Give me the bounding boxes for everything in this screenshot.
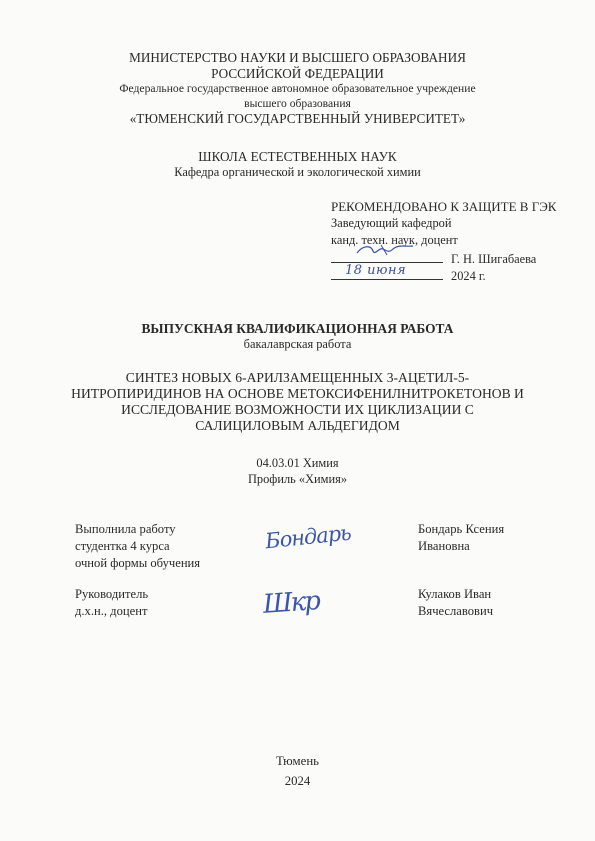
student-label-line-1: Выполнила работу (75, 522, 176, 536)
date-year: 2024 г. (451, 269, 486, 283)
specialty-profile: Профиль «Химия» (247, 472, 348, 486)
recommendation-block (331, 198, 571, 283)
supervisor-label-line-1: Руководитель (75, 587, 149, 601)
recommendation-title: РЕКОМЕНДОВАНО К ЗАЩИТЕ В ГЭК (331, 199, 557, 214)
head-signature (353, 241, 423, 261)
specialty-block (0, 455, 595, 487)
specialty-code: 04.03.01 Химия (256, 456, 339, 470)
supervisor-name-line-2: Вячеславович (418, 604, 494, 618)
student-label-line-2: студентка 4 курса (75, 539, 170, 553)
work-type: ВЫПУСКНАЯ КВАЛИФИКАЦИОННАЯ РАБОТА (141, 321, 454, 336)
department-name: Кафедра органической и экологической химии (174, 165, 421, 179)
thesis-title-line-2: НИТРОПИРИДИНОВ НА ОСНОВЕ МЕТОКСИФЕНИЛНИТРОКЕТОНОВ И (71, 386, 524, 401)
footer-year: 2024 (284, 774, 311, 788)
ministry-line-1: МИНИСТЕРСТВО НАУКИ И ВЫСШЕГО ОБРАЗОВАНИЯ (129, 50, 466, 65)
thesis-title-line-3: ИССЛЕДОВАНИЕ ВОЗМОЖНОСТИ ИХ ЦИКЛИЗАЦИИ С (121, 402, 474, 417)
student-label-line-3: очной формы обучения (75, 556, 201, 570)
head-signature-underline (331, 249, 443, 263)
thesis-title-line-1: СИНТЕЗ НОВЫХ 6-АРИЛЗАМЕЩЕННЫХ 3-АЦЕТИЛ-5- (125, 370, 470, 385)
supervisor-signature: Шкр (262, 586, 320, 620)
student-name (418, 521, 504, 555)
thesis-title-line-4: САЛИЦИЛОВЫМ АЛЬДЕГИДОМ (195, 418, 400, 433)
school-name: ШКОЛА ЕСТЕСТВЕННЫХ НАУК (198, 149, 397, 164)
footer-block (0, 751, 595, 791)
supervisor-label-line-2: д.х.н., доцент (75, 604, 148, 618)
head-name: Г. Н. Шигабаева (451, 252, 537, 266)
institution-level: высшего образования (244, 96, 351, 110)
ministry-line-2: РОССИЙСКОЙ ФЕДЕРАЦИИ (211, 66, 384, 81)
student-signature: Бондарь (263, 520, 352, 554)
work-subtype: бакалаврская работа (243, 337, 352, 351)
work-type-block (0, 320, 595, 352)
supervisor-name (418, 586, 493, 620)
student-name-line-1: Бондарь Ксения (418, 522, 505, 536)
head-position: Заведующий кафедрой (331, 216, 452, 230)
ministry-header (0, 50, 595, 127)
school-block (0, 149, 595, 180)
student-label (75, 521, 200, 572)
footer-city: Тюмень (275, 754, 320, 768)
date-handwritten: 18 июня (345, 263, 407, 278)
date-underline (331, 263, 443, 280)
thesis-title (0, 370, 595, 434)
institution-type: Федеральное государственное автономное образовательное учреждение (119, 82, 476, 95)
date-line (331, 263, 571, 283)
university-name: «ТЮМЕНСКИЙ ГОСУДАРСТВЕННЫЙ УНИВЕРСИТЕТ» (129, 111, 466, 126)
student-name-line-2: Ивановна (418, 539, 470, 553)
supervisor-label (75, 586, 148, 620)
head-degree: канд. техн. наук, доцент (331, 233, 458, 247)
supervisor-name-line-1: Кулаков Иван (418, 587, 492, 601)
